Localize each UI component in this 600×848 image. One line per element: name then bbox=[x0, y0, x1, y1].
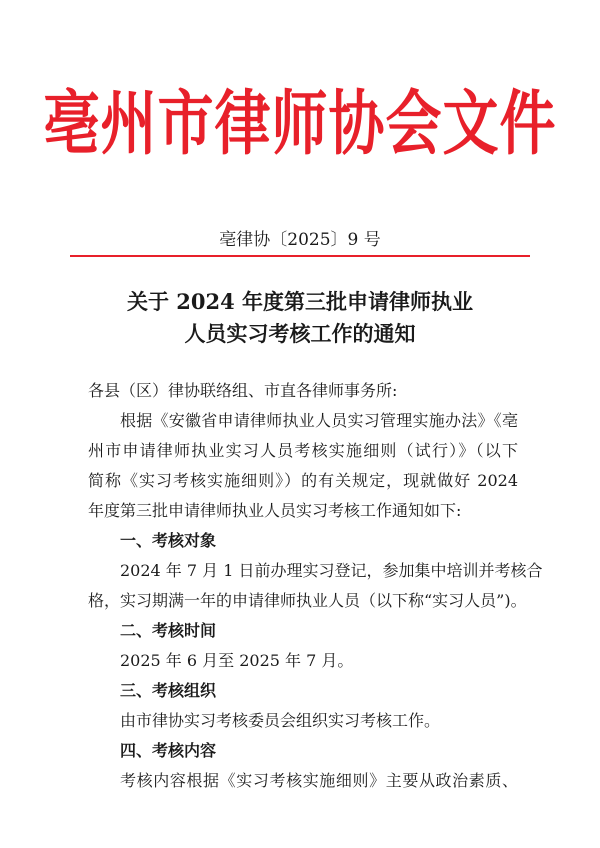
document-number: 亳律协〔2025〕9 号 bbox=[219, 230, 381, 250]
section-heading-2: 二、考核时间 bbox=[120, 621, 217, 640]
section-1-line-2: 格，实习期满一年的申请律师执业人员（以下称“实习人员”)。 bbox=[88, 591, 527, 610]
salutation: 各县（区）律协联络组、市直各律师事务所: bbox=[88, 381, 398, 400]
intro-line-1: 根据《安徽省申请律师执业人员实习管理实施办法》《亳 bbox=[120, 411, 518, 430]
section-3-line-1: 由市律协实习考核委员会组织实习考核工作。 bbox=[120, 711, 441, 730]
intro-line-4: 年度第三批申请律师执业人员实习考核工作通知如下: bbox=[88, 501, 462, 520]
section-heading-1: 一、考核对象 bbox=[120, 531, 217, 550]
section-heading-3: 三、考核组织 bbox=[120, 681, 217, 700]
section-heading-4: 四、考核内容 bbox=[120, 741, 217, 760]
notice-title-line-2: 人员实习考核工作的通知 bbox=[184, 321, 416, 346]
section-1-line-1: 2024 年 7 月 1 日前办理实习登记，参加集中培训并考核合 bbox=[120, 561, 543, 580]
org-letterhead-title: 亳州市律师协会文件 bbox=[43, 83, 557, 165]
notice-body bbox=[88, 376, 543, 796]
intro-line-2: 州市申请律师执业实习人员考核实施细则（试行）》（以下 bbox=[88, 441, 518, 460]
notice-title-line-1: 关于 2024 年度第三批申请律师执业 bbox=[126, 289, 474, 314]
intro-line-3: 简称《实习考核实施细则》）的有关规定，现就做好 2024 bbox=[88, 471, 518, 490]
section-4-line-1: 考核内容根据《实习考核实施细则》主要从政治素质、 bbox=[120, 771, 518, 790]
section-2-line-1: 2025 年 6 月至 2025 年 7 月。 bbox=[120, 651, 354, 670]
red-divider-line bbox=[70, 255, 530, 257]
notice-title bbox=[0, 286, 600, 350]
